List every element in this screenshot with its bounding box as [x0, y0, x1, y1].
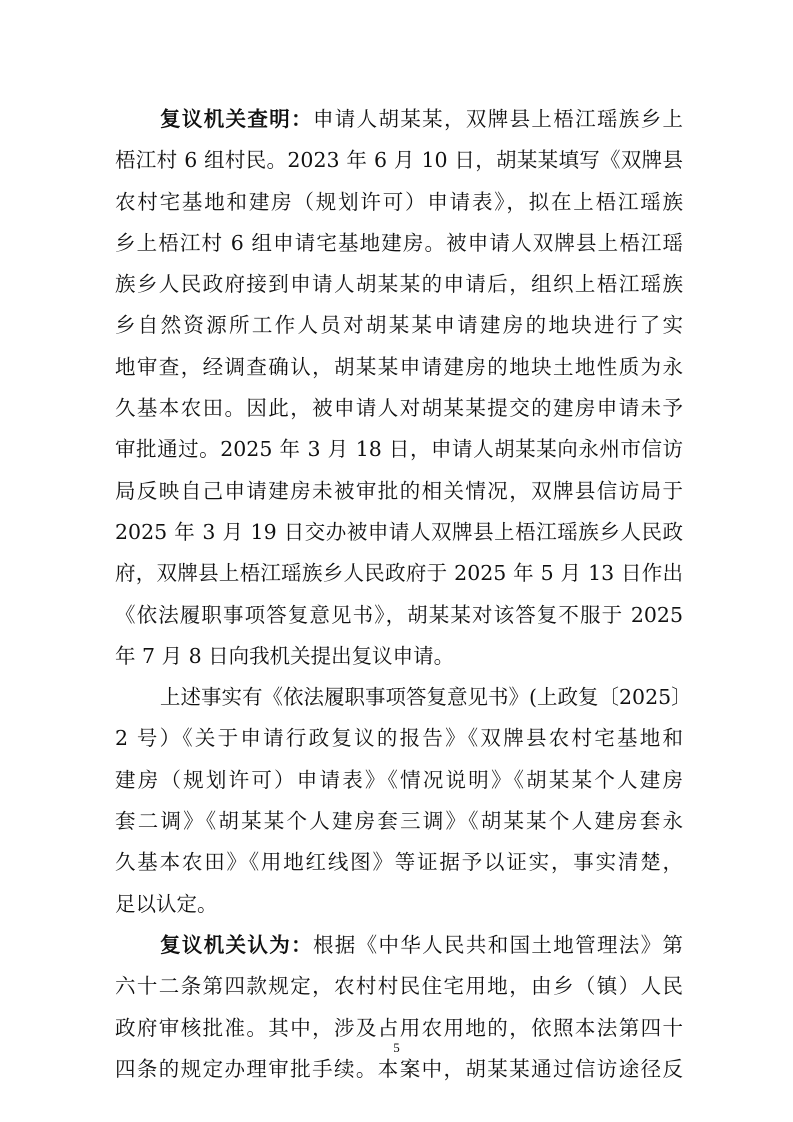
paragraph-1-line: 乡自然资源所工作人员对胡某某申请建房的地块进行了实: [115, 313, 683, 338]
paragraph-3-line: 四条的规定办理审批手续。本案中，胡某某通过信访途径反: [115, 1056, 683, 1081]
paragraph-1-line: 2025 年 3 月 19 日交办被申请人双牌县上梧江瑶族乡人民政: [115, 519, 683, 544]
paragraph-3-lead: 复议机关认为：: [160, 932, 313, 957]
paragraph-1-line: 乡上梧江村 6 组申请宅基地建房。被申请人双牌县上梧江瑶: [115, 230, 683, 255]
paragraph-2-line: 上述事实有《依法履职事项答复意见书》(上政复〔2025〕: [160, 685, 692, 710]
paragraph-1-line: 族乡人民政府接到申请人胡某某的申请后，组织上梧江瑶族: [115, 272, 683, 297]
paragraph-1-line: 农村宅基地和建房（规划许可）申请表》，拟在上梧江瑶族: [115, 189, 683, 214]
paragraph-2-line: 建房（规划许可）申请表》《情况说明》《胡某某个人建房: [115, 767, 683, 792]
page-number: 5: [393, 1040, 400, 1055]
paragraph-1-line: 府，双牌县上梧江瑶族乡人民政府于 2025 年 5 月 13 日作出: [115, 561, 683, 586]
paragraph-1-lead: 复议机关查明：: [160, 107, 313, 131]
paragraph-1-line: [115, 99, 683, 140]
paragraph-1-line: 审批通过。2025 年 3 月 18 日，申请人胡某某向永州市信访: [115, 437, 683, 462]
paragraph-1-line: 《依法履职事项答复意见书》，胡某某对该答复不服于 2025: [115, 602, 683, 627]
paragraph-1-line: 局反映自己申请建房未被审批的相关情况，双牌县信访局于: [115, 478, 683, 503]
paragraph-1-line: 久基本农田。因此，被申请人对胡某某提交的建房申请未予: [115, 396, 683, 421]
paragraph-3-line: 六十二条第四款规定，农村村民住宅用地，由乡（镇）人民: [115, 974, 683, 999]
paragraph-3-line: [115, 925, 683, 966]
paragraph-1-line: 年 7 月 8 日向我机关提出复议申请。: [115, 643, 455, 668]
paragraph-2-line: 2 号）《关于申请行政复议的报告》《双牌县农村宅基地和: [115, 726, 683, 751]
paragraph-1-text: 申请人胡某某，双牌县上梧江瑶族乡上: [312, 107, 684, 131]
paragraph-3-line: 政府审核批准。其中，涉及占用农用地的，依照本法第四十: [115, 1015, 683, 1040]
paragraph-1-line: 梧江村 6 组村民。2023 年 6 月 10 日，胡某某填写《双牌县: [115, 148, 683, 173]
paragraph-2-line: 套二调》《胡某某个人建房套三调》《胡某某个人建房套永: [115, 809, 683, 834]
paragraph-2-line: 久基本农田》《用地红线图》等证据予以证实，事实清楚，: [115, 850, 683, 875]
document-body: [115, 99, 692, 1090]
paragraph-1-line: 地审查，经调查确认，胡某某申请建房的地块土地性质为永: [115, 354, 683, 379]
paragraph-3-text: 根据《中华人民共和国土地管理法》第: [312, 932, 684, 957]
paragraph-2-line: 足以认定。: [115, 891, 218, 916]
